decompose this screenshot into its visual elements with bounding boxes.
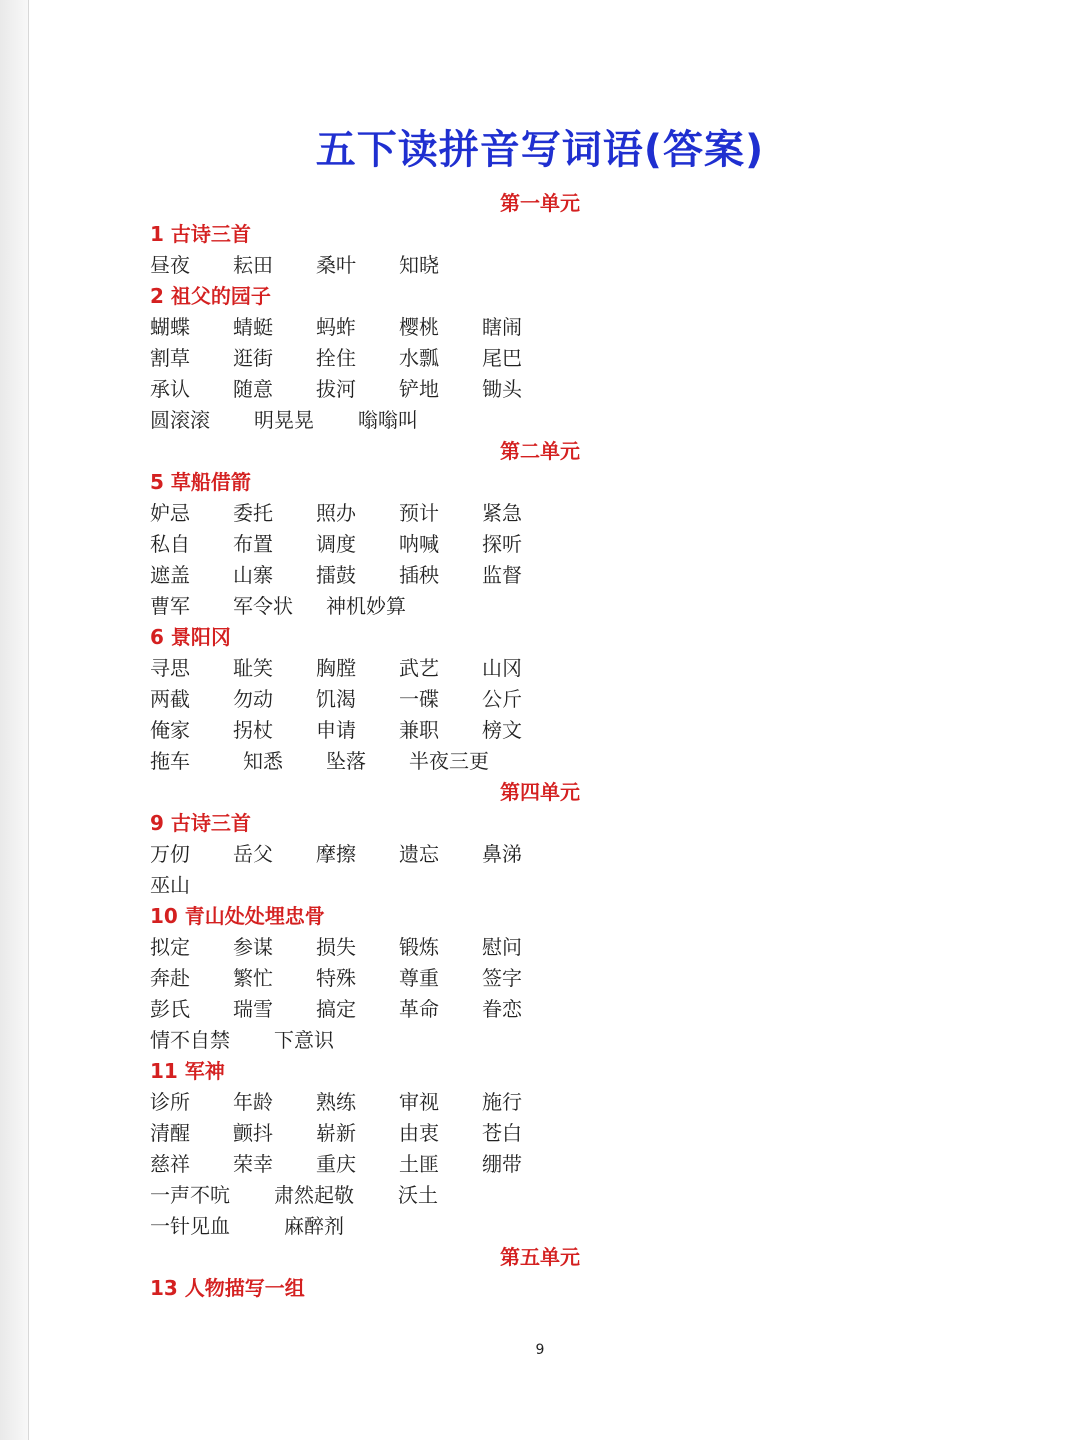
- word: 岳父: [233, 842, 273, 866]
- word: 布置: [233, 532, 273, 556]
- word-row: [150, 715, 930, 746]
- word: 施行: [482, 1090, 522, 1114]
- word-row: [150, 1087, 930, 1118]
- word: 紧急: [482, 501, 522, 525]
- word: 兼职: [399, 718, 439, 742]
- word: 俺家: [150, 718, 190, 742]
- page-edge-line: [28, 0, 29, 1440]
- word: 私自: [150, 532, 190, 556]
- word: 樱桃: [399, 315, 439, 339]
- word: 委托: [233, 501, 273, 525]
- word: 年龄: [233, 1090, 273, 1114]
- word: 奔赴: [150, 966, 190, 990]
- word: 重庆: [316, 1152, 356, 1176]
- word: 申请: [316, 718, 356, 742]
- word: 逛街: [233, 346, 273, 370]
- word-row: [150, 839, 930, 870]
- word: 签字: [482, 966, 522, 990]
- lesson-heading: 10 青山处处埋忠骨: [150, 904, 325, 928]
- word: 荣幸: [233, 1152, 273, 1176]
- word: 遮盖: [150, 563, 190, 587]
- word: 特殊: [316, 966, 356, 990]
- word-row: [150, 746, 930, 777]
- word: 摩擦: [316, 842, 356, 866]
- lesson-heading: 13 人物描写一组: [150, 1276, 305, 1300]
- lesson-heading: 11 军神: [150, 1059, 225, 1083]
- word-row: [150, 498, 930, 529]
- word-row: [150, 653, 930, 684]
- word: 情不自禁: [150, 1028, 230, 1052]
- word-row: [150, 1025, 930, 1056]
- word: 熟练: [316, 1090, 356, 1114]
- word: 山寨: [233, 563, 273, 587]
- word-row: [150, 560, 930, 591]
- word-row: [150, 1149, 930, 1180]
- word: 清醒: [150, 1121, 190, 1145]
- unit-heading: 第二单元: [500, 439, 580, 463]
- word: 蚂蚱: [316, 315, 356, 339]
- word: 预计: [399, 501, 439, 525]
- word: 损失: [316, 935, 356, 959]
- word: 神机妙算: [326, 594, 406, 618]
- word: 坠落: [326, 749, 366, 773]
- word-row: [150, 1211, 930, 1242]
- word: 一碟: [399, 687, 439, 711]
- word: 诊所: [150, 1090, 190, 1114]
- word: 遗忘: [399, 842, 439, 866]
- word: 调度: [316, 532, 356, 556]
- page-edge: [0, 0, 28, 1440]
- word: 蜻蜓: [233, 315, 273, 339]
- word: 瑞雪: [233, 997, 273, 1021]
- word: 知晓: [399, 253, 439, 277]
- word: 随意: [233, 377, 273, 401]
- word: 两截: [150, 687, 190, 711]
- word: 曹军: [150, 594, 190, 618]
- word: 眷恋: [482, 997, 522, 1021]
- word: 土匪: [399, 1152, 439, 1176]
- word-row: [150, 250, 930, 281]
- word: 万仞: [150, 842, 190, 866]
- document-body: [150, 188, 930, 1304]
- word: 照办: [316, 501, 356, 525]
- word: 铲地: [399, 377, 439, 401]
- word: 锄头: [482, 377, 522, 401]
- page-title: 五下读拼音写词语(答案): [315, 127, 765, 173]
- word: 下意识: [274, 1028, 334, 1052]
- word-row: [150, 374, 930, 405]
- word: 耻笑: [233, 656, 273, 680]
- word: 革命: [399, 997, 439, 1021]
- word: 水瓢: [399, 346, 439, 370]
- word: 半夜三更: [409, 749, 489, 773]
- word: 巫山: [150, 873, 190, 897]
- word: 寻思: [150, 656, 190, 680]
- word-row: [150, 1118, 930, 1149]
- word-row: [150, 591, 930, 622]
- word: 彭氏: [150, 997, 190, 1021]
- word: 呐喊: [399, 532, 439, 556]
- word: 承认: [150, 377, 190, 401]
- word: 拔河: [316, 377, 356, 401]
- word-row: [150, 684, 930, 715]
- word: 绷带: [482, 1152, 522, 1176]
- word: 肃然起敬: [274, 1183, 354, 1207]
- word: 繁忙: [233, 966, 273, 990]
- word: 一声不吭: [150, 1183, 230, 1207]
- word: 麻醉剂: [284, 1214, 344, 1238]
- word: 拖车: [150, 749, 190, 773]
- word: 参谋: [233, 935, 273, 959]
- word: 尾巴: [482, 346, 522, 370]
- word: 勿动: [233, 687, 273, 711]
- word: 山冈: [482, 656, 522, 680]
- word: 沃土: [398, 1183, 438, 1207]
- unit-heading: 第四单元: [500, 780, 580, 804]
- word-row: [150, 405, 930, 436]
- word: 搞定: [316, 997, 356, 1021]
- word-row: [150, 994, 930, 1025]
- word: 颤抖: [233, 1121, 273, 1145]
- word: 苍白: [482, 1121, 522, 1145]
- word: 饥渴: [316, 687, 356, 711]
- word: 知悉: [243, 749, 283, 773]
- word: 胸膛: [316, 656, 356, 680]
- lesson-heading: 2 祖父的园子: [150, 284, 271, 308]
- unit-heading: 第一单元: [500, 191, 580, 215]
- word: 监督: [482, 563, 522, 587]
- word: 武艺: [399, 656, 439, 680]
- word: 昼夜: [150, 253, 190, 277]
- word: 明晃晃: [254, 408, 314, 432]
- page-number: 9: [535, 1342, 545, 1358]
- word: 榜文: [482, 718, 522, 742]
- word: 耘田: [233, 253, 273, 277]
- word: 擂鼓: [316, 563, 356, 587]
- word: 由衷: [399, 1121, 439, 1145]
- word: 圆滚滚: [150, 408, 210, 432]
- word-row: [150, 963, 930, 994]
- word: 妒忌: [150, 501, 190, 525]
- word: 一针见血: [150, 1214, 230, 1238]
- word: 拐杖: [233, 718, 273, 742]
- word-row: [150, 1180, 930, 1211]
- word-row: [150, 312, 930, 343]
- unit-heading: 第五单元: [500, 1245, 580, 1269]
- word-row: [150, 932, 930, 963]
- word: 探听: [482, 532, 522, 556]
- word: 锻炼: [399, 935, 439, 959]
- word: 慈祥: [150, 1152, 190, 1176]
- lesson-heading: 9 古诗三首: [150, 811, 251, 835]
- word: 蝴蝶: [150, 315, 190, 339]
- word-row: [150, 529, 930, 560]
- word-row: [150, 870, 930, 901]
- word: 拟定: [150, 935, 190, 959]
- word: 割草: [150, 346, 190, 370]
- word: 军令状: [233, 594, 293, 618]
- word: 慰问: [482, 935, 522, 959]
- lesson-heading: 5 草船借箭: [150, 470, 251, 494]
- word-row: [150, 343, 930, 374]
- word: 鼻涕: [482, 842, 522, 866]
- word: 尊重: [399, 966, 439, 990]
- word: 插秧: [399, 563, 439, 587]
- word: 公斤: [482, 687, 522, 711]
- word: 审视: [399, 1090, 439, 1114]
- word: 拴住: [316, 346, 356, 370]
- lesson-heading: 1 古诗三首: [150, 222, 251, 246]
- word: 桑叶: [316, 253, 356, 277]
- word: 嗡嗡叫: [358, 408, 418, 432]
- word: 崭新: [316, 1121, 356, 1145]
- lesson-heading: 6 景阳冈: [150, 625, 231, 649]
- word: 瞎闹: [482, 315, 522, 339]
